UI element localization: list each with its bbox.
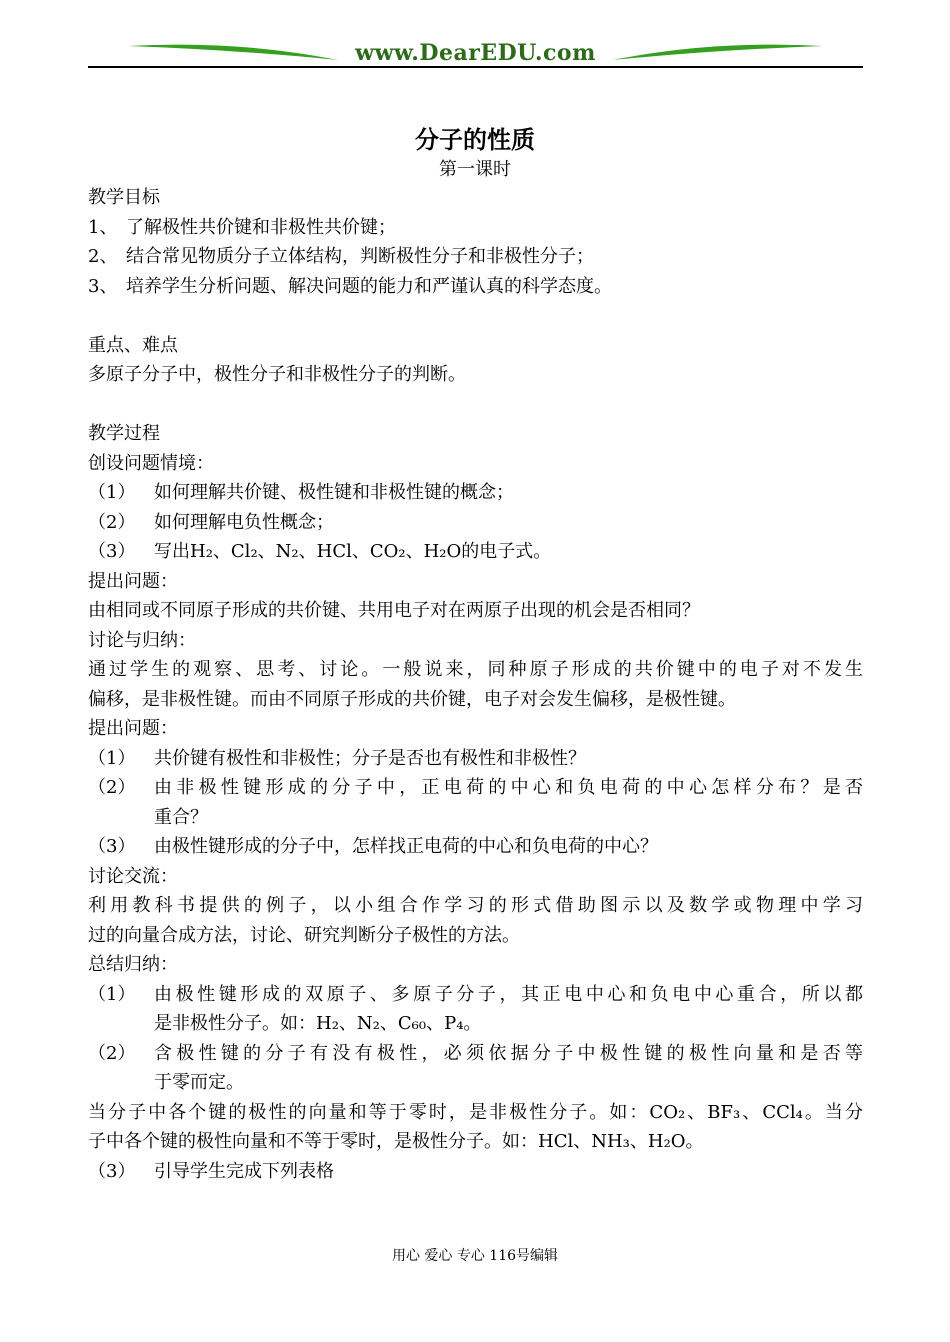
question-heading: 提出问题： (88, 718, 178, 739)
question-item (88, 773, 863, 803)
goal-item (88, 272, 863, 302)
summary-paragraph-line: 子中各个键的极性向量和不等于零时，是极性分子。如：HCl、NH₃、H₂O。 (88, 1131, 704, 1152)
situation-heading: 创设问题情境： (88, 452, 214, 474)
header-divider (88, 66, 863, 68)
goal-number: 2、 (88, 246, 118, 267)
goal-item (88, 242, 863, 272)
key-points-text: 多原子分子中，极性分子和非极性分子的判断。 (88, 364, 466, 385)
goal-text: 结合常见物质分子立体结构，判断极性分子和非极性分子； (126, 246, 594, 267)
goal-item (88, 213, 863, 243)
summary-paragraph-line: 当分子中各个键的极性的向量和等于零时，是非极性分子。如：CO₂、BF₃、CCl₄。当分 (88, 1101, 863, 1123)
item-text: 如何理解电负性概念； (154, 511, 334, 533)
item-text: 重合？ (154, 806, 208, 828)
summary-item-continuation (88, 1009, 863, 1039)
summary-item (88, 1157, 863, 1187)
question-heading: 提出问题： (88, 570, 178, 592)
goal-text: 培养学生分析问题、解决问题的能力和严谨认真的科学态度。 (126, 275, 612, 297)
item-number: （2） (88, 777, 136, 798)
item-text: 含极性键的分子有没有极性，必须依据分子中极性键的极性向量和是否等 (154, 1042, 863, 1064)
item-number: （3） (88, 836, 136, 857)
discussion-text-line: 利用教科书提供的例子，以小组合作学习的形式借助图示以及数学或物理中学习 (88, 895, 863, 916)
item-number: （1） (88, 482, 136, 503)
item-text: 于零而定。 (154, 1072, 244, 1093)
goal-number: 1、 (88, 216, 118, 238)
question-item (88, 832, 863, 862)
item-text: 由极性键形成的双原子、多原子分子，其正电中心和负电中心重合，所以都 (154, 983, 863, 1005)
situation-item (88, 508, 863, 538)
situation-item (88, 478, 863, 508)
discussion-text-line: 偏移，是非极性键。而由不同原子形成的共价键，电子对会发生偏移，是极性键。 (88, 688, 736, 710)
document-subtitle: 第一课时 (439, 159, 511, 180)
process-heading: 教学过程 (88, 423, 160, 444)
item-text: 写出H₂、Cl₂、N₂、HCl、CO₂、H₂O的电子式。 (154, 541, 552, 562)
item-text: 由非极性键形成的分子中，正电荷的中心和负电荷的中心怎样分布？是否 (154, 777, 863, 798)
discussion-heading: 讨论与归纳： (88, 629, 196, 651)
discussion-text-line: 通过学生的观察、思考、讨论。一般说来，同种原子形成的共价键中的电子对不发生 (88, 659, 863, 680)
item-number: （3） (88, 1160, 136, 1182)
discussion-heading: 讨论交流： (88, 865, 178, 887)
item-number: （2） (88, 1042, 136, 1064)
item-number: （3） (88, 541, 136, 562)
key-points-heading: 重点、难点 (88, 334, 178, 356)
question-text: 由相同或不同原子形成的共价键、共用电子对在两原子出现的机会是否相同？ (88, 600, 700, 621)
summary-item-continuation (88, 1068, 863, 1098)
goal-text: 了解极性共价键和非极性共价键； (126, 216, 396, 238)
document-body (88, 183, 863, 1186)
document-title: 分子的性质 (415, 126, 535, 154)
site-header (88, 36, 863, 70)
goal-number: 3、 (88, 275, 118, 297)
item-number: （1） (88, 747, 136, 769)
situation-item (88, 537, 863, 567)
question-item-continuation (88, 803, 863, 833)
summary-item (88, 980, 863, 1010)
discussion-text-line: 过的向量合成方法，讨论、研究判断分子极性的方法。 (88, 924, 520, 946)
item-text: 是非极性分子。如：H₂、N₂、C₆₀、P₄。 (154, 1013, 482, 1034)
item-number: （1） (88, 983, 136, 1005)
question-item (88, 744, 863, 774)
summary-heading: 总结归纳： (88, 954, 178, 975)
item-text: 引导学生完成下列表格 (154, 1160, 334, 1182)
item-text: 由极性键形成的分子中，怎样找正电荷的中心和负电荷的中心？ (154, 836, 658, 857)
item-number: （2） (88, 511, 136, 533)
summary-item (88, 1039, 863, 1069)
item-text: 共价键有极性和非极性；分子是否也有极性和非极性？ (154, 747, 586, 769)
item-text: 如何理解共价键、极性键和非极性键的概念； (154, 482, 514, 503)
site-logo-text[interactable]: www.DearEDU.com (355, 40, 596, 66)
goals-heading: 教学目标 (88, 187, 160, 208)
page-footer: 用心 爱心 专心 116号编辑 (391, 1248, 559, 1264)
